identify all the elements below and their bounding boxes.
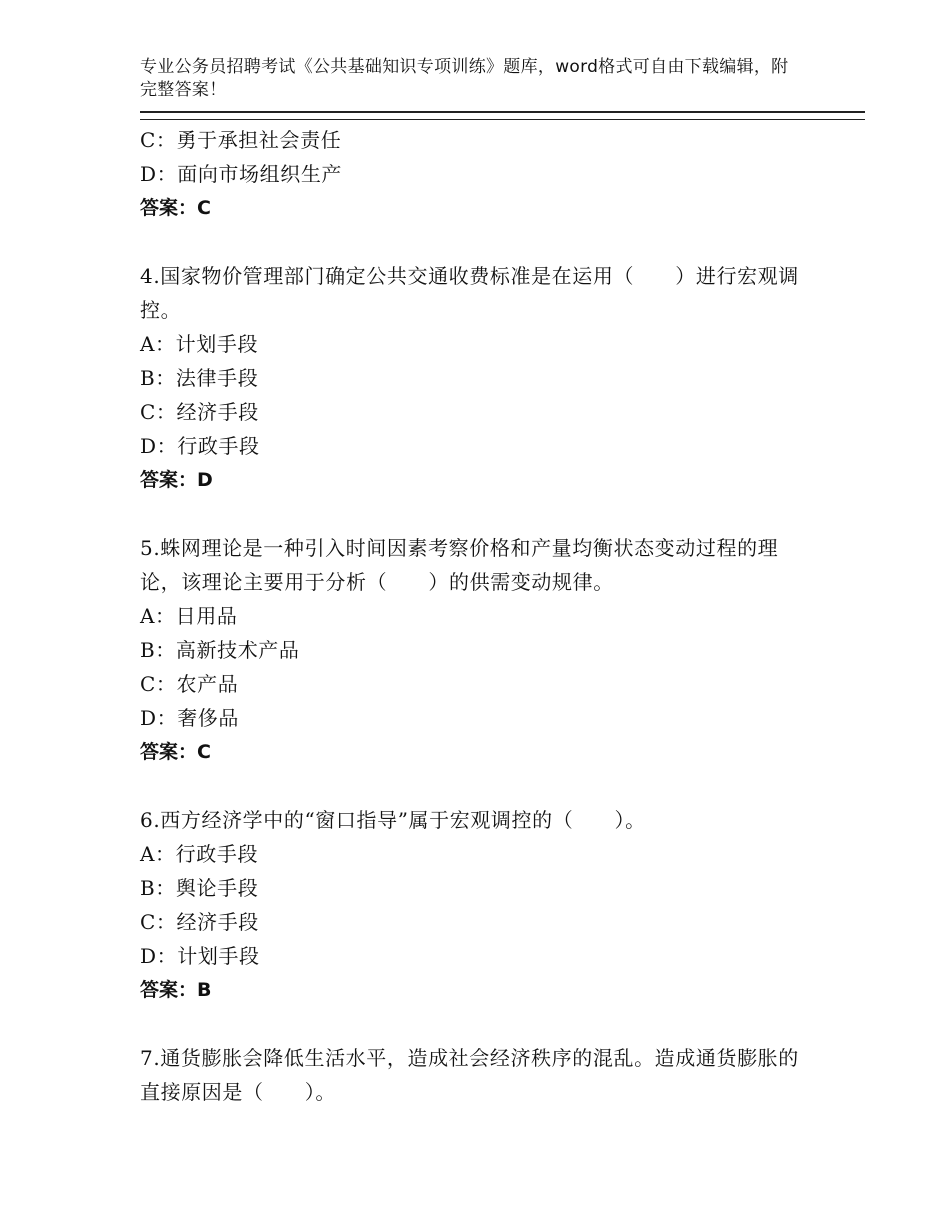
header-rule xyxy=(140,111,865,120)
question-content xyxy=(140,123,800,1109)
question-6 xyxy=(140,803,800,1007)
option-d: D：行政手段 xyxy=(140,434,260,458)
question-4 xyxy=(140,259,800,497)
option-a: A：计划手段 xyxy=(140,332,259,356)
page-header: 专业公务员招聘考试《公共基础知识专项训练》题库，word格式可自由下载编辑，附完整答案！ xyxy=(140,57,789,100)
answer: 答案：C xyxy=(140,741,211,763)
question-5 xyxy=(140,531,800,769)
option-d: D：面向市场组织生产 xyxy=(140,162,343,186)
spacer xyxy=(140,1007,800,1041)
question-text: 4.国家物价管理部门确定公共交通收费标准是在运用（ ）进行宏观调控。 xyxy=(140,264,799,322)
option-b: B：法律手段 xyxy=(140,366,259,390)
option-d: D：计划手段 xyxy=(140,944,260,968)
answer: 答案：C xyxy=(140,197,211,219)
option-d: D：奢侈品 xyxy=(140,706,240,730)
answer: 答案：D xyxy=(140,469,213,491)
spacer xyxy=(140,497,800,531)
option-b: B：高新技术产品 xyxy=(140,638,300,662)
option-c: C：农产品 xyxy=(140,672,239,696)
question-7 xyxy=(140,1041,800,1109)
question-text: 6.西方经济学中的“窗口指导”属于宏观调控的（ ）。 xyxy=(140,808,646,832)
answer: 答案：B xyxy=(140,979,212,1001)
option-c: C：勇于承担社会责任 xyxy=(140,128,342,152)
question-text: 7.通货膨胀会降低生活水平，造成社会经济秩序的混乱。造成通货膨胀的直接原因是（ ）。 xyxy=(140,1046,799,1104)
option-b: B：舆论手段 xyxy=(140,876,259,900)
question-text: 5.蛛网理论是一种引入时间因素考察价格和产量均衡状态变动过程的理论，该理论主要用于分析（ ）的供需变动规律。 xyxy=(140,536,779,594)
option-c: C：经济手段 xyxy=(140,400,259,424)
spacer xyxy=(140,769,800,803)
option-c: C：经济手段 xyxy=(140,910,259,934)
option-a: A：行政手段 xyxy=(140,842,259,866)
spacer xyxy=(140,225,800,259)
option-a: A：日用品 xyxy=(140,604,238,628)
